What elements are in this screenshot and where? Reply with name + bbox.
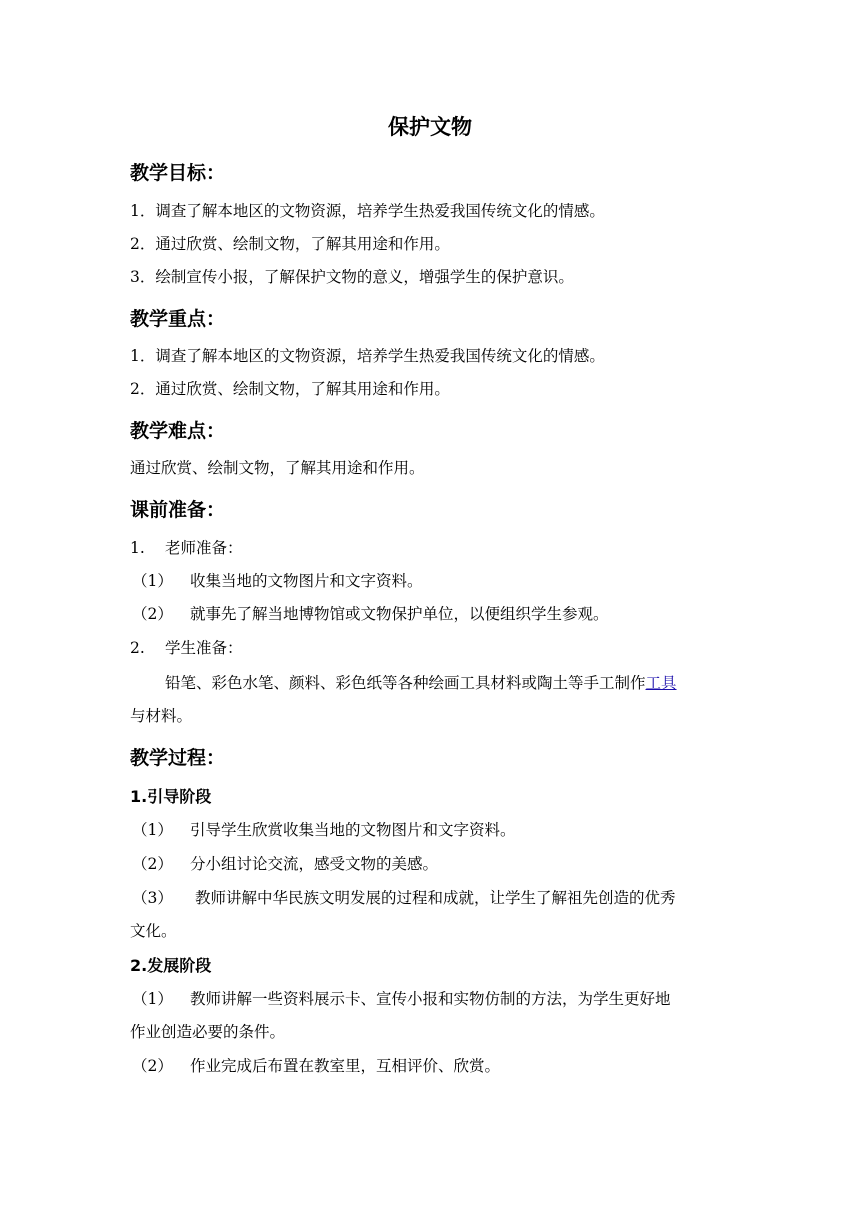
stage-2-item-2-text: 作业完成后布置在教室里，互相评价、欣赏。 bbox=[190, 1057, 501, 1075]
stage-1-item-1-text: 引导学生欣赏收集当地的文物图片和文字资料。 bbox=[190, 821, 516, 839]
stage-2-title: 2.发展阶段 bbox=[130, 956, 212, 975]
goal-item-3: 3．绘制宣传小报，了解保护文物的意义，增强学生的保护意识。 bbox=[130, 268, 574, 286]
goals-heading: 教学目标： bbox=[130, 162, 226, 184]
student-prep-line-2: 与材料。 bbox=[130, 707, 193, 725]
key-point-item-1: 1．调查了解本地区的文物资源，培养学生热爱我国传统文化的情感。 bbox=[130, 347, 605, 365]
stage-1-title: 1.引导阶段 bbox=[130, 787, 212, 806]
goal-item-1: 1．调查了解本地区的文物资源，培养学生热爱我国传统文化的情感。 bbox=[130, 202, 605, 220]
difficulties-heading: 教学难点： bbox=[130, 420, 226, 442]
stage-2-item-2-number: （2） bbox=[132, 1057, 173, 1075]
stage-2-item-1-continuation: 作业创造必要的条件。 bbox=[130, 1023, 286, 1041]
stage-1-item-3-text: 教师讲解中华民族文明发展的过程和成就，让学生了解祖先创造的优秀 bbox=[195, 889, 676, 907]
difficulties-text: 通过欣赏、绘制文物，了解其用途和作用。 bbox=[130, 459, 425, 477]
goal-item-2: 2．通过欣赏、绘制文物，了解其用途和作用。 bbox=[130, 235, 450, 253]
teacher-prep-label: 老师准备： bbox=[165, 539, 243, 557]
stage-1-item-2-number: （2） bbox=[132, 855, 173, 873]
page-title: 保护文物 bbox=[388, 115, 472, 139]
stage-1-item-2-text: 分小组讨论交流，感受文物的美感。 bbox=[190, 855, 439, 873]
process-heading: 教学过程： bbox=[130, 747, 226, 769]
teacher-prep-item-2-text: 就事先了解当地博物馆或文物保护单位，以便组织学生参观。 bbox=[190, 605, 609, 623]
student-prep-number: 2. bbox=[130, 639, 145, 657]
stage-2-item-1-text: 教师讲解一些资料展示卡、宣传小报和实物仿制的方法，为学生更好地 bbox=[190, 990, 671, 1008]
tools-link[interactable]: 工具 bbox=[645, 674, 677, 692]
student-prep-label: 学生准备： bbox=[165, 639, 243, 657]
teacher-prep-item-1-number: （1） bbox=[132, 572, 173, 590]
teacher-prep-number: 1. bbox=[130, 539, 145, 557]
key-point-item-2: 2．通过欣赏、绘制文物，了解其用途和作用。 bbox=[130, 380, 450, 398]
stage-2-item-1-number: （1） bbox=[132, 990, 173, 1008]
stage-1-item-3-number: （3） bbox=[132, 889, 173, 907]
key-points-heading: 教学重点： bbox=[130, 308, 226, 330]
teacher-prep-item-1-text: 收集当地的文物图片和文字资料。 bbox=[190, 572, 423, 590]
teacher-prep-item-2-number: （2） bbox=[132, 605, 173, 623]
preparation-heading: 课前准备： bbox=[130, 499, 226, 521]
stage-1-item-1-number: （1） bbox=[132, 821, 173, 839]
student-prep-line-1 bbox=[165, 672, 677, 694]
stage-1-item-3-continuation: 文化。 bbox=[130, 922, 177, 940]
student-prep-materials-text: 铅笔、彩色水笔、颜料、彩色纸等各种绘画工具材料或陶土等手工制作 bbox=[165, 674, 646, 692]
